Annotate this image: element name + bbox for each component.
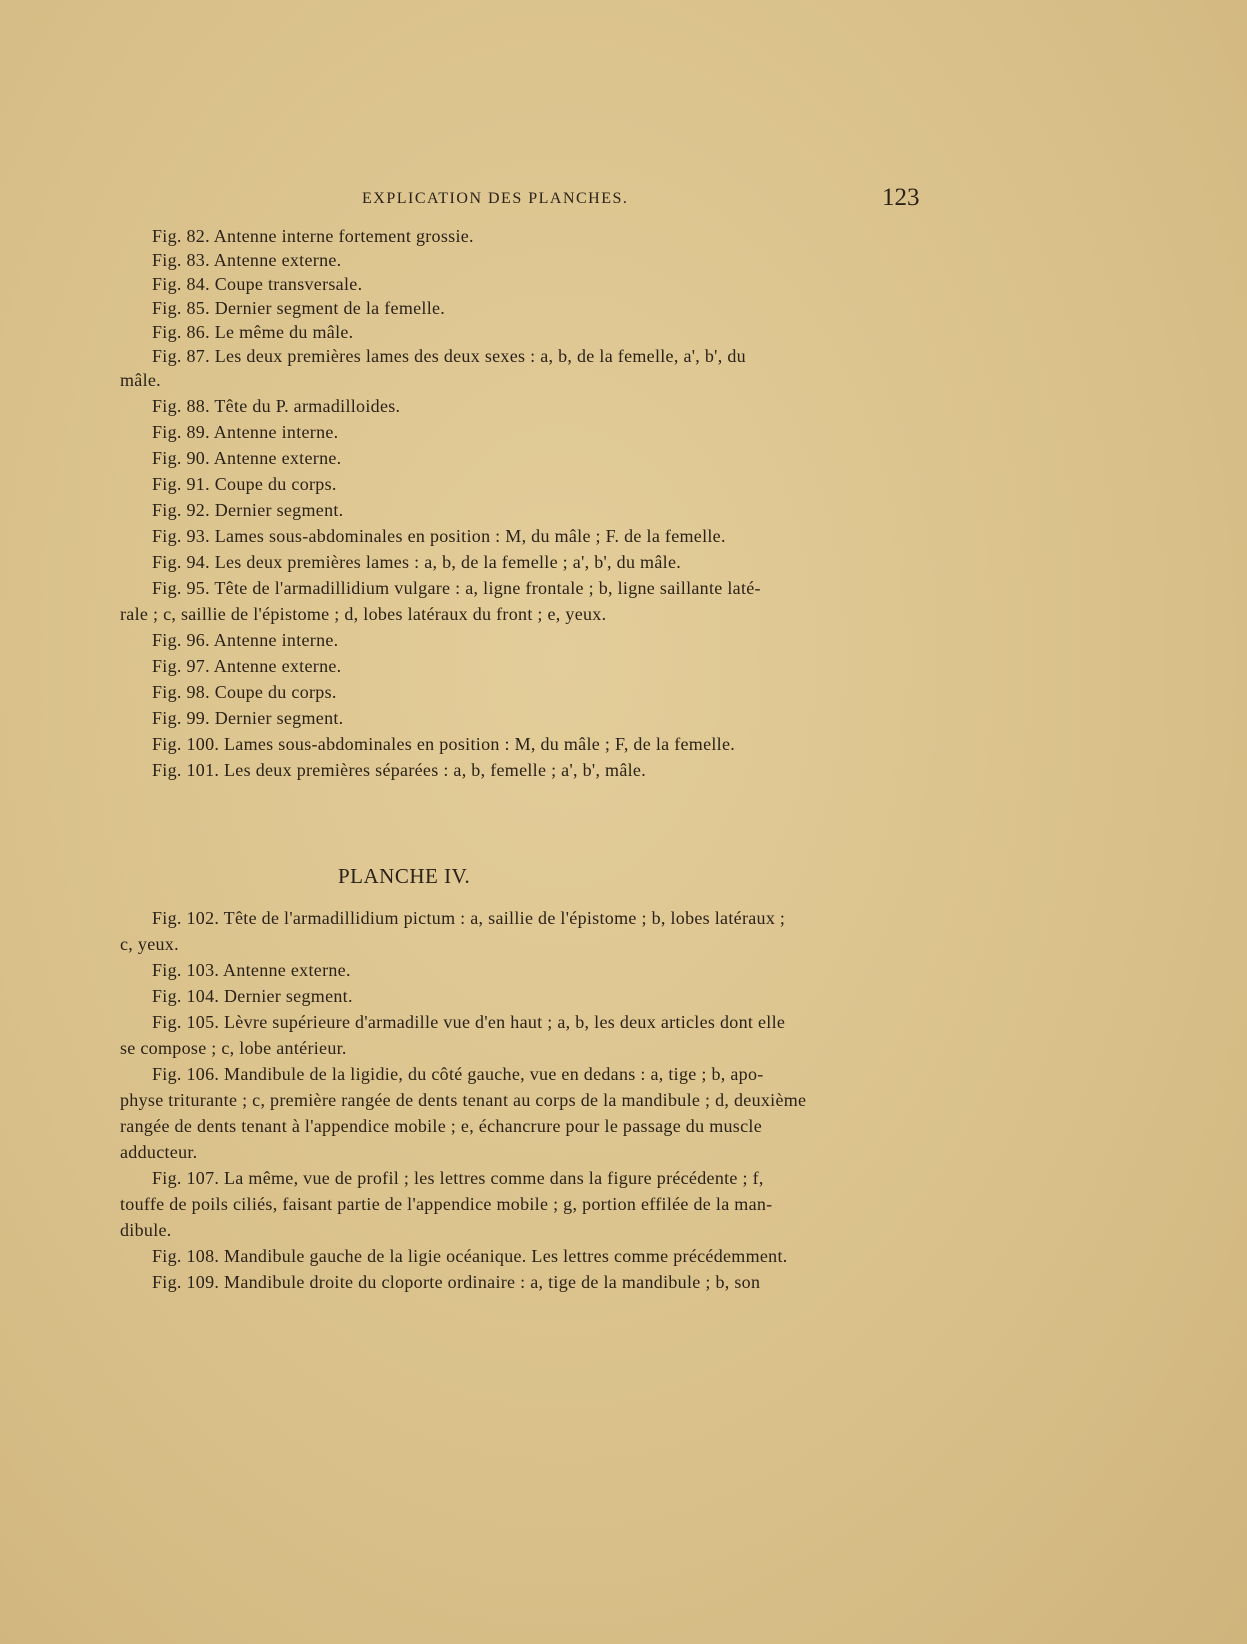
caption-line: touffe de poils ciliés, faisant partie de l'appendice mobile ; g, portion effilée de la man- [120, 1194, 773, 1214]
caption-line: Fig. 90. Antenne externe. [152, 448, 342, 468]
caption-line: rangée de dents tenant à l'appendice mobile ; e, échancrure pour le passage du muscle [120, 1116, 762, 1136]
caption-line: Fig. 100. Lames sous-abdominales en position : M, du mâle ; F, de la femelle. [152, 734, 736, 754]
caption-line: Fig. 104. Dernier segment. [152, 986, 353, 1006]
caption-line: Fig. 86. Le même du mâle. [152, 322, 354, 342]
caption-line: Fig. 98. Coupe du corps. [152, 682, 337, 702]
caption-line: Fig. 94. Les deux premières lames : a, b, de la femelle ; a', b', du mâle. [152, 552, 682, 572]
caption-line: Fig. 89. Antenne interne. [152, 422, 339, 442]
caption-line: Fig. 92. Dernier segment. [152, 500, 344, 520]
caption-line: Fig. 82. Antenne interne fortement grossie. [152, 226, 474, 246]
caption-line: Fig. 96. Antenne interne. [152, 630, 339, 650]
caption-line: adducteur. [120, 1142, 198, 1162]
caption-line: Fig. 97. Antenne externe. [152, 656, 342, 676]
caption-line: Fig. 107. La même, vue de profil ; les lettres comme dans la figure précédente ; f, [152, 1168, 764, 1188]
caption-line: Fig. 108. Mandibule gauche de la ligie océanique. Les lettres comme précédemment. [152, 1246, 788, 1266]
caption-line: Fig. 106. Mandibule de la ligidie, du côté gauche, vue en dedans : a, tige ; b, apo- [152, 1064, 764, 1084]
caption-line: Fig. 93. Lames sous-abdominales en position : M, du mâle ; F. de la femelle. [152, 526, 726, 546]
caption-line: Fig. 109. Mandibule droite du cloporte ordinaire : a, tige de la mandibule ; b, son [152, 1272, 761, 1292]
caption-line: se compose ; c, lobe antérieur. [120, 1038, 347, 1058]
caption-line: Fig. 95. Tête de l'armadillidium vulgare : a, ligne frontale ; b, ligne saillante laté- [152, 578, 761, 598]
caption-line: physe triturante ; c, première rangée de dents tenant au corps de la mandibule ; d, deuxième [120, 1090, 807, 1110]
caption-line: rale ; c, saillie de l'épistome ; d, lobes latéraux du front ; e, yeux. [120, 604, 607, 624]
caption-line: Fig. 99. Dernier segment. [152, 708, 344, 728]
plate-heading: PLANCHE IV. [338, 864, 471, 888]
caption-line: Fig. 102. Tête de l'armadillidium pictum : a, saillie de l'épistome ; b, lobes latéraux ; [152, 908, 786, 928]
caption-line: Fig. 105. Lèvre supérieure d'armadille vue d'en haut ; a, b, les deux articles dont elle [152, 1012, 786, 1032]
caption-line: Fig. 87. Les deux premières lames des deux sexes : a, b, de la femelle, a', b', du [152, 346, 746, 366]
caption-line: Fig. 85. Dernier segment de la femelle. [152, 298, 446, 318]
caption-line: Fig. 91. Coupe du corps. [152, 474, 337, 494]
caption-line: dibule. [120, 1220, 172, 1240]
caption-line: Fig. 84. Coupe transversale. [152, 274, 363, 294]
running-title: EXPLICATION DES PLANCHES. [362, 190, 629, 207]
caption-line: Fig. 101. Les deux premières séparées : a, b, femelle ; a', b', mâle. [152, 760, 647, 780]
caption-line: Fig. 103. Antenne externe. [152, 960, 351, 980]
caption-line: Fig. 83. Antenne externe. [152, 250, 342, 270]
caption-line: Fig. 88. Tête du P. armadilloides. [152, 396, 401, 416]
page-number: 123 [882, 184, 920, 211]
caption-line: mâle. [120, 370, 161, 390]
running-header [120, 186, 920, 216]
caption-line: c, yeux. [120, 934, 179, 954]
